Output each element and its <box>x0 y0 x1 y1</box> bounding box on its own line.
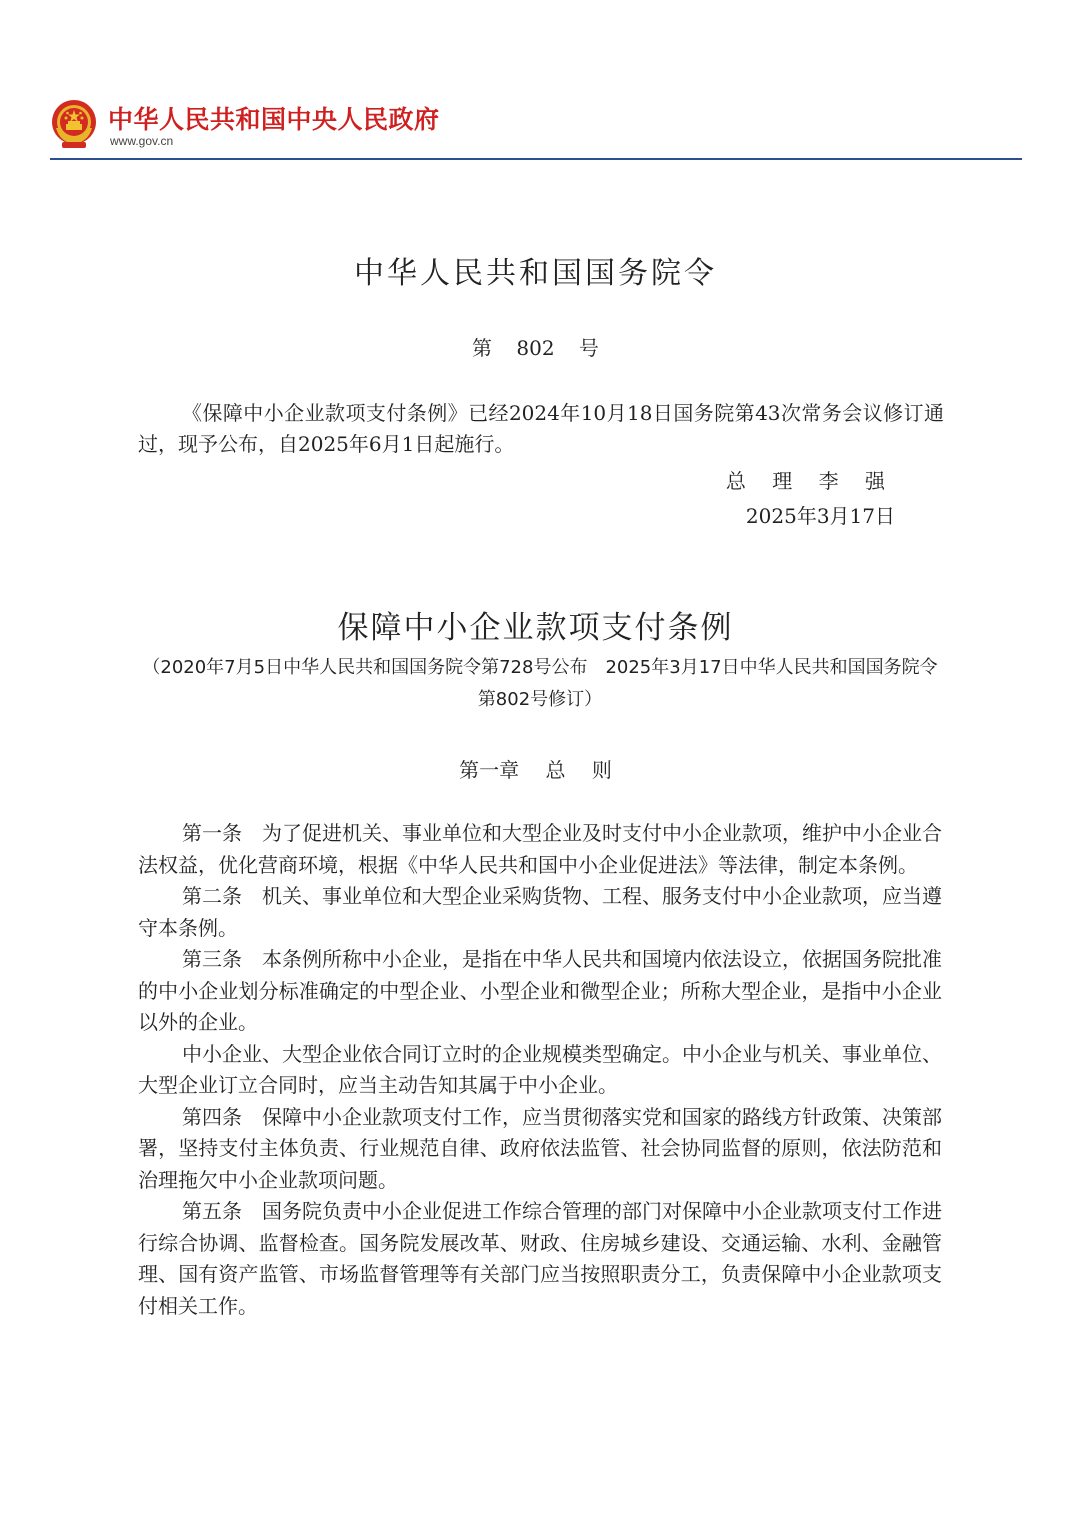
article-text: 为了促进机关、事业单位和大型企业及时支付中小企业款项，维护中小企业合法权益，优化营商环境，根据《中华人民共和国中小企业促进法》等法律，制定本条例。 <box>138 821 942 877</box>
article-5 <box>138 1196 942 1322</box>
decree-title: 中华人民共和国国务院令 <box>354 256 717 291</box>
article-3 <box>138 944 942 1039</box>
article-1 <box>138 818 942 881</box>
header-divider <box>50 158 1022 160</box>
decree-body: 《保障中小企业款项支付条例》已经2024年10月18日国务院第43次常务会议修订通过，现予公布，自2025年6月1日起施行。 <box>138 401 944 456</box>
national-emblem-icon <box>50 98 98 150</box>
article-2 <box>138 881 942 944</box>
article-text: 本条例所称中小企业，是指在中华人民共和国境内依法设立，依据国务院批准的中小企业划分标准确定的中型企业、小型企业和微型企业；所称大型企业，是指中小企业以外的企业。 <box>138 947 942 1034</box>
article-text: 保障中小企业款项支付工作，应当贯彻落实党和国家的路线方针政策、决策部署，坚持支付主体负责、行业规范自律、政府依法监管、社会协同监督的原则，依法防范和治理拖欠中小企业款项问题。 <box>138 1104 942 1192</box>
article-label: 第三条 <box>182 947 242 971</box>
article-3-paragraph-2 <box>138 1039 942 1102</box>
article-label: 第五条 <box>182 1199 242 1223</box>
decree-date: 2025年3月17日 <box>745 504 895 528</box>
article-text: 机关、事业单位和大型企业采购货物、工程、服务支付中小企业款项，应当遵守本条例。 <box>138 884 942 940</box>
article-4 <box>138 1102 942 1197</box>
article-label: 第一条 <box>182 821 242 845</box>
decree-number: 第 802 号 <box>472 336 599 360</box>
decree-signer: 总 理 李 强 <box>725 469 885 493</box>
site-header <box>50 92 1022 160</box>
site-name[interactable]: 中华人民共和国中央人民政府 <box>108 105 440 134</box>
article-label: 第四条 <box>182 1104 242 1129</box>
article-text: 中小企业、大型企业依合同订立时的企业规模类型确定。中小企业与机关、事业单位、大型企业订立合同时，应当主动告知其属于中小企业。 <box>138 1041 942 1097</box>
chapter-title: 第一章 总 则 <box>459 758 612 782</box>
article-text: 国务院负责中小企业促进工作综合管理的部门对保障中小企业款项支付工作进行综合协调、监督检查。国务院发展改革、财政、住房城乡建设、交通运输、水利、金融管理、国有资产监管、市场监督管理等有关部门应当按照职责分工，负责保障中小企业款项支付相关工作。 <box>138 1199 942 1318</box>
article-label: 第二条 <box>182 884 242 908</box>
regulation-title: 保障中小企业款项支付条例 <box>337 610 734 646</box>
articles-list <box>138 818 942 1322</box>
site-url[interactable]: www.gov.cn <box>110 134 174 148</box>
regulation-subtitle: （2020年7月5日中华人民共和国国务院令第728号公布 2025年3月17日中华人民共和国国务院令第802号修订） <box>142 657 938 710</box>
